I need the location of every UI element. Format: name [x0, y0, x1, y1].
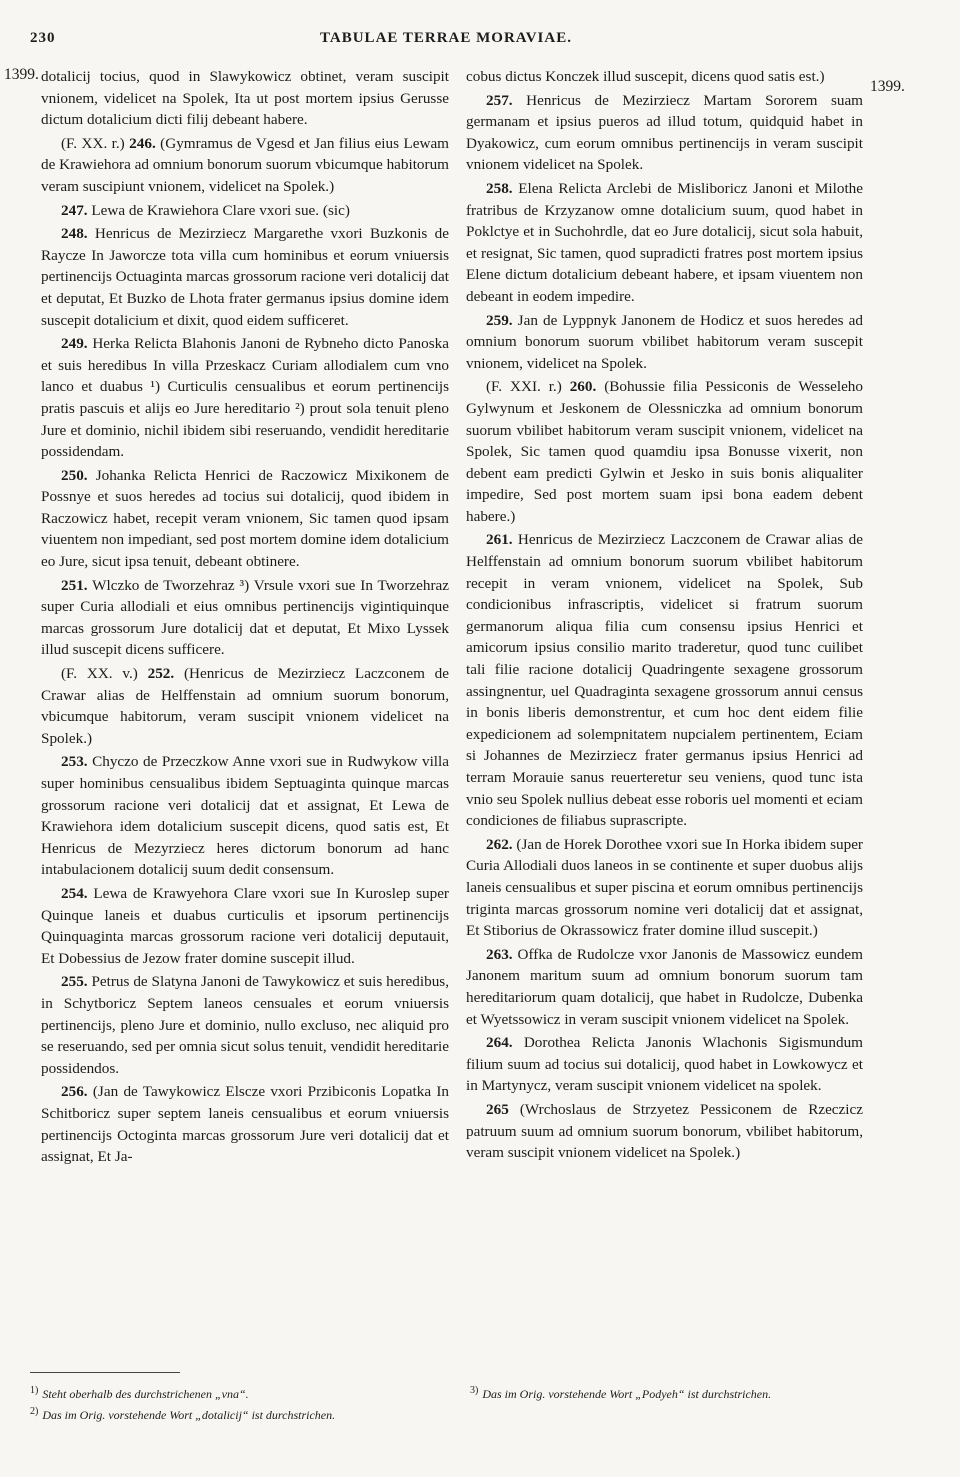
- entry-text: Offka de Rudolcze vxor Janonis de Massowicz eundem Janonem maritum suum ad omnium bonorum suorum tam hereditariorum quam dotalicij, que habet in Rudolcze, Dubenka et Wyetssowicz in veram suscipit vnionem videlicet na Spolek.: [466, 945, 863, 1028]
- margin-year-left: 1399.: [4, 66, 39, 83]
- entry-number: 249.: [61, 335, 88, 353]
- margin-year-right: 1399.: [870, 78, 905, 95]
- entry: [41, 971, 449, 1079]
- entry-text: Lewa de Krawyehora Clare vxori sue In Kuroslep super Quinque laneis et duabus curticulis et ipsorum pertinencijs Quinquaginta marcas grossorum racione veri dotalicij deputauit, Et Dobessius de Jezow frater domine suscepit illud.: [41, 884, 449, 967]
- entry-number: 250.: [61, 466, 88, 484]
- page-number: 230: [30, 30, 56, 46]
- entry: [41, 663, 449, 749]
- entry-number: 263.: [486, 945, 513, 963]
- entry: [466, 1032, 863, 1097]
- entry: [466, 178, 863, 308]
- entry-number: 262.: [486, 835, 513, 853]
- entry-number: 264.: [486, 1034, 513, 1052]
- entry-text: Jan de Lyppnyk Janonem de Hodicz et suos heredes ad omnium bonorum suorum vbilibet habitorum veram suscepit vnionem, videlicet na Spolek.: [466, 311, 863, 372]
- left-column: [41, 66, 449, 1170]
- entry: [466, 376, 863, 527]
- entry-text: (Wrchoslaus de Strzyetez Pessiconem de Rzeczicz patruum suum ad omnium suorum bonorum, vbilibet habitorum, veram suscipit vnionem videlicet na Spolek.): [466, 1100, 863, 1162]
- entry-number: 257.: [486, 91, 513, 109]
- entry: [41, 1081, 449, 1167]
- entry-text: Petrus de Slatyna Janoni de Tawykowicz et suis heredibus, in Schytboricz Septem laneos censuales et eorum vniuersis pertinencijs, pleno Jure et dominio, nullo excluso, nec aliquid pro se reseruando, sed per omnia sicut solus tenuit, vendidit hereditarie possidendos.: [41, 973, 449, 1077]
- entry-number: 260.: [569, 378, 597, 396]
- entry-text: Henricus de Mezirziecz Margarethe vxori Buzkonis de Raycze In Jaworcze tota villa cum hominibus et eorum vniuersis pertinencijs Octuaginta marcas grossorum racione veri dotalicij dat et deputat, Et Buzko de Lhota frater germanus ipsius domine idem suscepit dotalicium et dixit, quod eidem sufficeret.: [41, 225, 449, 329]
- entry-number: 256.: [61, 1083, 88, 1101]
- entry-text: (Jan de Tawykowicz Elscze vxori Przibiconis Lopatka In Schitboricz super septem laneis censualibus et eorum vniuersis pertinencijs Octoginta marcas grossorum Jure veri dotalicij dat et assignat, Et Ja-: [41, 1083, 449, 1166]
- entry-text: Lewa de Krawiehora Clare vxori sue. (sic): [87, 201, 350, 219]
- entry-text: dotalicij tocius, quod in Slawykowicz obtinet, veram suscipit vnionem, videlicet na Spolek, Ita ut post mortem ipsius Gerusse dictum dotalicium dicti filij debeant habere.: [41, 68, 449, 129]
- footnote-mark: 3): [470, 1385, 479, 1396]
- footnote-text: Steht oberhalb des durchstrichenen „vna“.: [42, 1387, 249, 1401]
- folio-reference: (F. XX. r.): [61, 134, 130, 152]
- entry-number: 259.: [486, 311, 513, 329]
- entry: [466, 90, 863, 176]
- entry-text: Johanka Relicta Henrici de Raczowicz Mixikonem de Possnye et suos heredes ad tocius sui dotalicij, quod ibidem in Raczowicz habet, recepit veram vnionem, Sic tamen quod ipsam viuentem non impediant, sed post mortem domine idem dotalicium eo Jure, sicut ipsa tenuit, debeant obtinere.: [41, 466, 449, 571]
- entry: [466, 310, 863, 375]
- footnote-text: Das im Orig. vorstehende Wort „Podyeh“ ist durchstrichen.: [482, 1387, 772, 1401]
- entry-text: Henricus de Mezirziecz Martam Sororem suam germanam et ipsius pueros ad illud totum, quidquid habet in Dyakowicz, cum eorum omnibus pertinencijs in veram suscipit vnionem videlicet na Spolek.: [466, 91, 863, 174]
- entry-text: Dorothea Relicta Janonis Wlachonis Sigismundum filium suum ad tocius sui dotalicij, quod habet in Lowkowycz et in Martynycz, veram suscipit vnionem videlicet na spolek.: [466, 1034, 863, 1095]
- entry-text: Henricus de Mezirziecz Laczconem de Crawar alias de Helffenstain ad omnium bonorum suorum vbilibet habitorum recepit in veram vnionem, videlicet na Spolek, Sub condicionibus infrascriptis, videlicet si fratrum suorum germanorum aliqua filia cum consensu ipsius Henrici et amicorum ipsius consilio marito traderetur, quod tunc cuilibet tali filie racione dotalicij Quadringente sexagene grossorum assingnentur, uel Quadraginta sexagene grossorum annui census in bonis liberis demonstrentur, et cum hoc dent eidem filie expedicionem ad solempnitatem nupcialem pertinentem, Eciam si Johannes de Mezirziecz frater germanus ipsius Henrici ad terram Morauie sanus reuerteretur seu veniens, quod tunc ista vnio seu Spolek nullius debeat esse roboris uel momenti et eciam condiciones de filiabus suprascripte.: [466, 531, 863, 830]
- entry-continuation: [466, 66, 863, 88]
- footnotes-left: [30, 1382, 470, 1424]
- entry-number: 265: [486, 1100, 509, 1118]
- entry-number: 248.: [61, 225, 88, 243]
- entry: [41, 200, 449, 222]
- footnote-mark: 2): [30, 1406, 39, 1417]
- footnote: [30, 1403, 470, 1424]
- footnote: [470, 1382, 890, 1403]
- entry-number: 253.: [61, 753, 88, 771]
- entry: [466, 529, 863, 831]
- entry: [41, 133, 449, 198]
- entry-number: 258.: [486, 179, 513, 197]
- folio-reference: (F. XXI. r.): [486, 378, 570, 396]
- entry-text: cobus dictus Konczek illud suscepit, dicens quod satis est.): [466, 68, 825, 85]
- footnote: [30, 1382, 470, 1403]
- entry-number: 255.: [61, 973, 88, 991]
- entry: [41, 223, 449, 331]
- entry: [466, 834, 863, 942]
- entry-text: (Bohussie filia Pessiconis de Wesseleho Gylwynum et Jeskonem de Olessniczka ad omnium bonorum suorum vbilibet habitorum veram suscipit vnionem, videlicet na Spolek, Sic tamen quod quamdiu ipsa Bonusse vixerit, non debent eam predicti Gylwin et Jesko in suis bonis aliqualiter impedire, Sed post mortem suam ipsi bona eadem debent habere.): [466, 378, 863, 525]
- entry-continuation: [41, 66, 449, 131]
- entry-number: 247.: [61, 201, 88, 219]
- footnote-divider: [30, 1372, 180, 1373]
- entry-number: 251.: [61, 576, 88, 594]
- entry-text: Elena Relicta Arclebi de Misliboricz Janoni et Milothe fratribus de Krzyzanow omne dotalicium suum, quod habet in Poklctye et in Suchohrdle, dat eo Jure dotalicij, sicut sola habuit, et resignat, Sic tamen, quod supradicti fratres post mortem ipsius Elene dictum dotalicium debeant habere, et ipsam viuentem non debeant in eodem impedire.: [466, 179, 863, 305]
- entry-number: 252.: [147, 665, 175, 683]
- entry-text: Herka Relicta Blahonis Janoni de Rybneho dicto Panoska et suis heredibus In villa Przeskacz Curiam allodialem cum vno lanco et duabus ¹) Curticulis censualibus et eorum pertinencijs pratis pascuis et alijs eo Jure hereditario ²) prout sola tenuit pleno Jure et dominio, nichil ibidem sibi reseruando, vendidit hereditarie possidendam.: [41, 335, 449, 461]
- entry-text: (Henricus de Mezirziecz Laczconem de Crawar alias de Helffenstain ad omnium suorum bonorum, vbicumque habitorum, veram suscipit vnionem videlicet na Spolek.): [41, 665, 450, 747]
- entry: [466, 944, 863, 1030]
- entry: [41, 575, 449, 661]
- entry-number: 246.: [129, 134, 156, 152]
- running-title: TABULAE TERRAE MORAVIAE.: [320, 30, 572, 46]
- footnotes-right: [470, 1382, 890, 1403]
- entry-text: (Jan de Horek Dorothee vxori sue In Horka ibidem super Curia Allodiali duos laneos in se continente et super duobus alijs laneis censualibus et super piscina et eorum omnibus pertinencijs triginta marcas grossorum nomine veri dotalicij dat et assignat, Et Stiborius de Okrassowicz frater domine illud suscepit.): [466, 835, 863, 940]
- right-column: [466, 66, 863, 1166]
- entry-number: 254.: [61, 884, 88, 902]
- entry: [41, 883, 449, 969]
- entry: [466, 1099, 863, 1164]
- entry-number: 261.: [486, 531, 513, 549]
- entry-text: Chyczo de Przeczkow Anne vxori sue in Rudwykow villa super hominibus censualibus ibidem Septuaginta quinque marcas grossorum racione veri dotalicij dat et assignat, Et Lewa de Krawiehora idem dotalicium suscepit dicens, quod satis est, Et Henricus de Mezyrziecz heres dictorum bonorum ad hanc intabulacionem dotalicij suum dedit consensum.: [41, 753, 449, 879]
- footnote-mark: 1): [30, 1385, 39, 1396]
- folio-reference: (F. XX. v.): [61, 665, 148, 683]
- entry: [41, 465, 449, 573]
- entry-text: (Gymramus de Vgesd et Jan filius eius Lewam de Krawiehora ad omnium bonorum suorum vbicumque habitorum veram suscipiunt vnionem, videlicet na Spolek.): [41, 134, 449, 195]
- entry-text: Wlczko de Tworzehraz ³) Vrsule vxori sue In Tworzehraz super Curia allodiali et eius omnibus pertinencijs vigintiquinque marcas grossorum Jure dotalicij dat et deputat, Et Mixo Lyssek illud suscepit dicens sufficere.: [41, 576, 449, 659]
- entry: [41, 751, 449, 881]
- entry: [41, 333, 449, 463]
- footnote-text: Das im Orig. vorstehende Wort „dotalicij“ ist durchstrichen.: [42, 1408, 336, 1422]
